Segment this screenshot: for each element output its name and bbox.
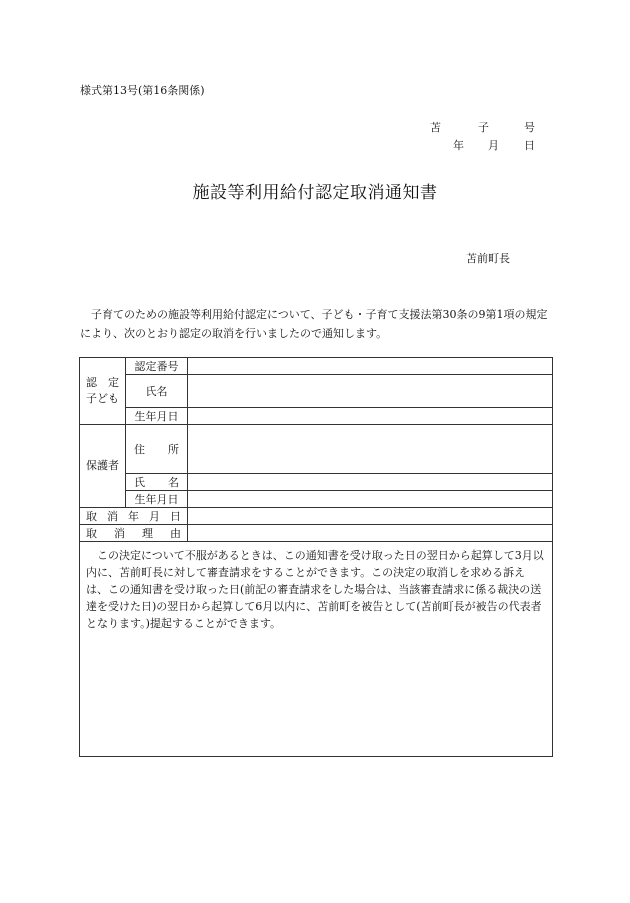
guardian-address-field[interactable]: [188, 425, 553, 474]
guardian-dob-field[interactable]: [188, 491, 553, 508]
form-reference: 様式第13号(第16条関係): [80, 84, 205, 97]
child-dob-label: 生年月日: [126, 408, 188, 425]
guardian-name-field[interactable]: [188, 474, 553, 491]
cert-number-field[interactable]: [188, 358, 553, 375]
notice-form-table: [79, 357, 553, 757]
issue-date-day: 日: [524, 139, 535, 152]
guardian-group-label: 保護者: [80, 425, 126, 508]
cert-number-label: 認定番号: [126, 358, 188, 375]
appeal-notice-cell: [80, 542, 553, 757]
child-dob-field[interactable]: [188, 408, 553, 425]
cancel-reason-label: 取 消 理 由: [80, 525, 188, 542]
child-group-label: 認 定 子ども: [80, 358, 126, 425]
issue-date-year: 年: [453, 139, 464, 152]
child-name-field[interactable]: [188, 375, 553, 408]
guardian-address-label: 住 所: [126, 425, 188, 474]
appeal-notice-text: この決定について不服があるときは、この通知書を受け取った日の翌日から起算して3月以内に、苫前町長に対して審査請求をすることができます。この決定の取消しを求める訴えは、この通知書を受け取った日(前記の審査請求をした場合は、当該審査請求に係る裁決の送達を受けた日)の翌日から起算して6月以内に、苫前町を被告として(苫前町長が被告の代表者となります。)提起することができます。: [86, 549, 544, 630]
cancel-date-field[interactable]: [188, 508, 553, 525]
issue-number-middle: 子: [478, 121, 489, 134]
child-name-label: 氏名: [126, 375, 188, 408]
document-title: 施設等利用給付認定取消通知書: [192, 183, 438, 203]
issue-number-prefix: 苫: [430, 121, 441, 134]
intro-paragraph: 子育てのための施設等利用給付認定について、子ども・子育て支援法第30条の9第1項の規定により、次のとおり認定の取消を行いましたので通知します。: [80, 308, 548, 340]
cancel-reason-field[interactable]: [188, 525, 553, 542]
issue-number-suffix: 号: [524, 121, 535, 134]
issue-date-month: 月: [488, 139, 499, 152]
guardian-dob-label: 生年月日: [126, 491, 188, 508]
guardian-name-label: 氏 名: [126, 474, 188, 491]
issuer-name: 苫前町長: [466, 252, 510, 265]
cancel-date-label: 取 消 年 月 日: [80, 508, 188, 525]
